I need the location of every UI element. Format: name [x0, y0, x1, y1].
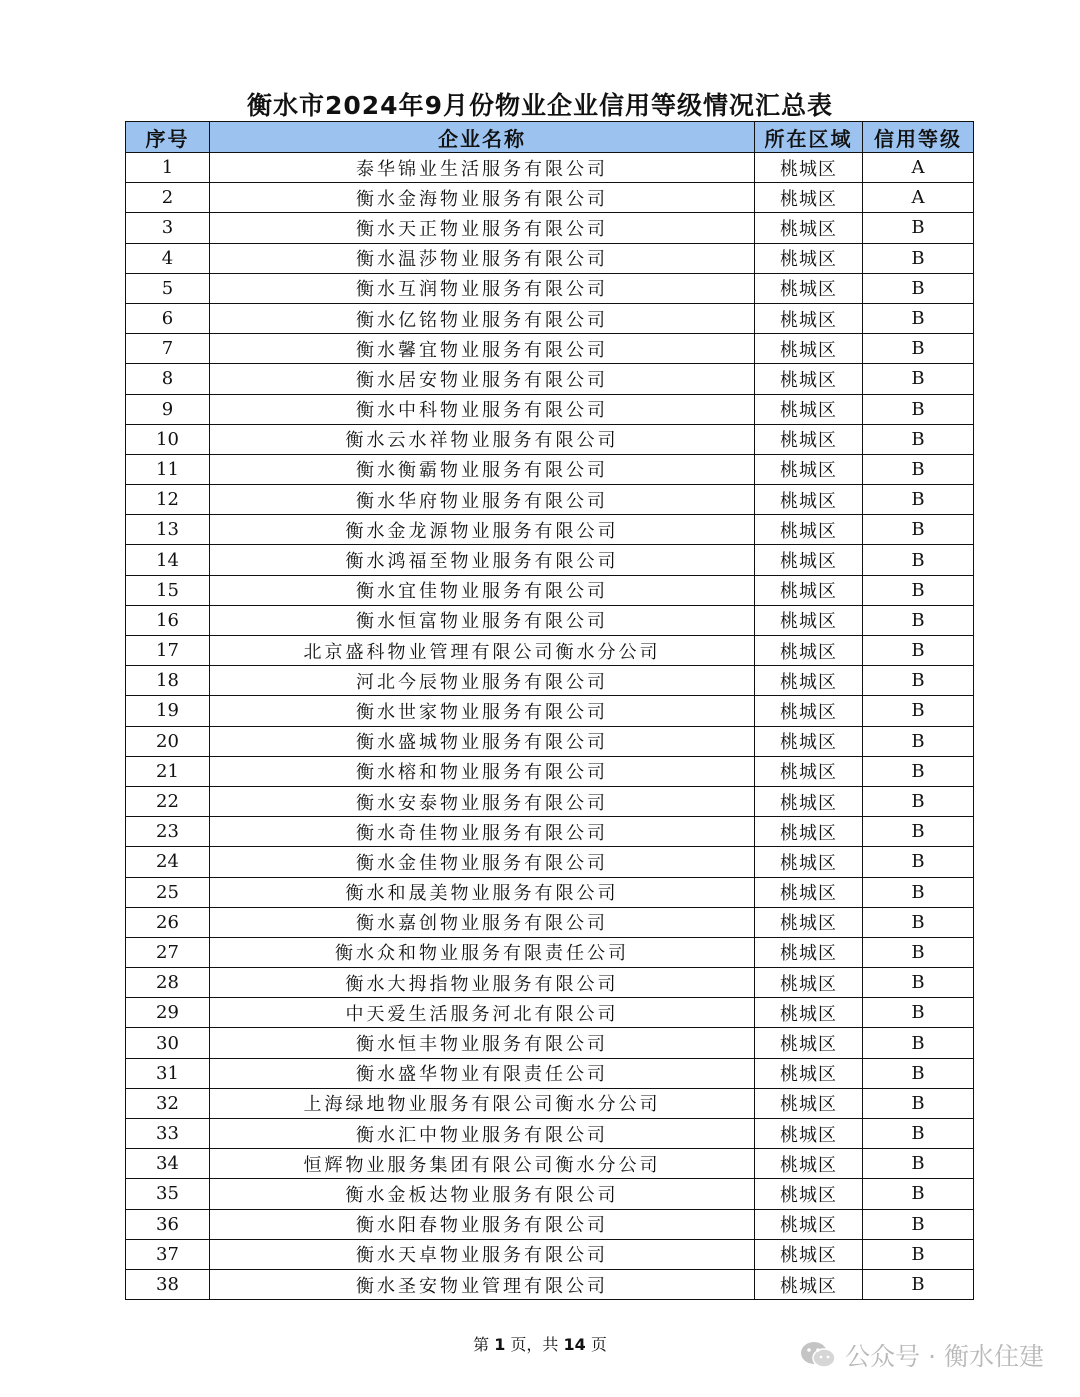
table-row — [126, 726, 974, 756]
table-body — [126, 153, 974, 1300]
cell-company-name: 衡水亿铭物业服务有限公司 — [210, 303, 755, 333]
cell-index: 20 — [126, 726, 210, 756]
cell-region: 桃城区 — [755, 303, 863, 333]
cell-index: 21 — [126, 756, 210, 786]
cell-index: 31 — [126, 1058, 210, 1088]
table-row — [126, 485, 974, 515]
cell-region: 桃城区 — [755, 907, 863, 937]
cell-credit-grade: B — [863, 334, 974, 364]
cell-company-name: 衡水恒富物业服务有限公司 — [210, 605, 755, 635]
table-row — [126, 937, 974, 967]
cell-company-name: 衡水云水祥物业服务有限公司 — [210, 424, 755, 454]
cell-index: 17 — [126, 636, 210, 666]
cell-index: 24 — [126, 847, 210, 877]
header-index: 序号 — [126, 122, 210, 153]
cell-region: 桃城区 — [755, 636, 863, 666]
table-row — [126, 1149, 974, 1179]
cell-credit-grade: B — [863, 243, 974, 273]
cell-region: 桃城区 — [755, 786, 863, 816]
cell-company-name: 衡水金海物业服务有限公司 — [210, 183, 755, 213]
page-total: 14 — [563, 1335, 586, 1354]
table-row — [126, 998, 974, 1028]
cell-company-name: 衡水阳春物业服务有限公司 — [210, 1209, 755, 1239]
cell-index: 15 — [126, 575, 210, 605]
table-row — [126, 183, 974, 213]
cell-company-name: 衡水圣安物业管理有限公司 — [210, 1269, 755, 1299]
cell-region: 桃城区 — [755, 817, 863, 847]
cell-region: 桃城区 — [755, 1209, 863, 1239]
table-row — [126, 1239, 974, 1269]
header-region: 所在区域 — [755, 122, 863, 153]
cell-index: 30 — [126, 1028, 210, 1058]
cell-index: 13 — [126, 515, 210, 545]
cell-credit-grade: B — [863, 515, 974, 545]
cell-company-name: 衡水大拇指物业服务有限公司 — [210, 968, 755, 998]
cell-index: 34 — [126, 1149, 210, 1179]
table-row — [126, 907, 974, 937]
cell-credit-grade: B — [863, 696, 974, 726]
cell-index: 16 — [126, 605, 210, 635]
cell-credit-grade: B — [863, 907, 974, 937]
cell-index: 33 — [126, 1119, 210, 1149]
cell-credit-grade: B — [863, 968, 974, 998]
cell-credit-grade: B — [863, 937, 974, 967]
cell-region: 桃城区 — [755, 454, 863, 484]
cell-index: 9 — [126, 394, 210, 424]
table-row — [126, 666, 974, 696]
cell-company-name: 衡水金板达物业服务有限公司 — [210, 1179, 755, 1209]
cell-region: 桃城区 — [755, 1269, 863, 1299]
cell-index: 5 — [126, 273, 210, 303]
table-row — [126, 817, 974, 847]
table-row — [126, 243, 974, 273]
cell-region: 桃城区 — [755, 394, 863, 424]
cell-credit-grade: B — [863, 1058, 974, 1088]
cell-region: 桃城区 — [755, 968, 863, 998]
cell-region: 桃城区 — [755, 756, 863, 786]
cell-company-name: 衡水恒丰物业服务有限公司 — [210, 1028, 755, 1058]
cell-credit-grade: B — [863, 273, 974, 303]
table-row — [126, 273, 974, 303]
watermark — [799, 1335, 1044, 1375]
table-row — [126, 1269, 974, 1299]
cell-region: 桃城区 — [755, 183, 863, 213]
table-row — [126, 636, 974, 666]
header-credit-grade: 信用等级 — [863, 122, 974, 153]
cell-company-name: 衡水衡霸物业服务有限公司 — [210, 454, 755, 484]
cell-index: 23 — [126, 817, 210, 847]
cell-index: 38 — [126, 1269, 210, 1299]
page-middle: 页，共 — [510, 1335, 559, 1354]
table-row — [126, 1028, 974, 1058]
page-suffix: 页 — [590, 1335, 607, 1354]
cell-credit-grade: B — [863, 364, 974, 394]
cell-region: 桃城区 — [755, 485, 863, 515]
cell-company-name: 衡水众和物业服务有限责任公司 — [210, 937, 755, 967]
cell-credit-grade: B — [863, 454, 974, 484]
cell-company-name: 恒辉物业服务集团有限公司衡水分公司 — [210, 1149, 755, 1179]
cell-credit-grade: B — [863, 726, 974, 756]
cell-index: 36 — [126, 1209, 210, 1239]
table-row — [126, 1058, 974, 1088]
table-row — [126, 575, 974, 605]
cell-region: 桃城区 — [755, 1028, 863, 1058]
table-row — [126, 364, 974, 394]
cell-credit-grade: B — [863, 545, 974, 575]
cell-region: 桃城区 — [755, 1239, 863, 1269]
cell-company-name: 衡水天正物业服务有限公司 — [210, 213, 755, 243]
table-row — [126, 213, 974, 243]
cell-company-name: 衡水鸿福至物业服务有限公司 — [210, 545, 755, 575]
cell-index: 2 — [126, 183, 210, 213]
cell-credit-grade: B — [863, 213, 974, 243]
cell-company-name: 中天爱生活服务河北有限公司 — [210, 998, 755, 1028]
cell-company-name: 衡水盛城物业服务有限公司 — [210, 726, 755, 756]
cell-region: 桃城区 — [755, 575, 863, 605]
cell-index: 19 — [126, 696, 210, 726]
cell-region: 桃城区 — [755, 545, 863, 575]
cell-company-name: 衡水榕和物业服务有限公司 — [210, 756, 755, 786]
cell-company-name: 衡水馨宜物业服务有限公司 — [210, 334, 755, 364]
cell-index: 32 — [126, 1088, 210, 1118]
cell-credit-grade: B — [863, 1239, 974, 1269]
table-row — [126, 1088, 974, 1118]
credit-grade-table — [125, 121, 974, 1300]
cell-company-name: 衡水华府物业服务有限公司 — [210, 485, 755, 515]
cell-region: 桃城区 — [755, 1149, 863, 1179]
table-row — [126, 545, 974, 575]
cell-index: 8 — [126, 364, 210, 394]
cell-credit-grade: B — [863, 1088, 974, 1118]
cell-index: 12 — [126, 485, 210, 515]
cell-credit-grade: B — [863, 817, 974, 847]
cell-region: 桃城区 — [755, 605, 863, 635]
cell-index: 6 — [126, 303, 210, 333]
cell-region: 桃城区 — [755, 1088, 863, 1118]
cell-company-name: 衡水世家物业服务有限公司 — [210, 696, 755, 726]
table-row — [126, 877, 974, 907]
cell-company-name: 北京盛科物业管理有限公司衡水分公司 — [210, 636, 755, 666]
cell-credit-grade: B — [863, 877, 974, 907]
cell-index: 25 — [126, 877, 210, 907]
cell-credit-grade: B — [863, 1269, 974, 1299]
cell-credit-grade: B — [863, 1119, 974, 1149]
table-row — [126, 334, 974, 364]
cell-credit-grade: B — [863, 636, 974, 666]
table-row — [126, 605, 974, 635]
cell-credit-grade: B — [863, 847, 974, 877]
cell-region: 桃城区 — [755, 334, 863, 364]
cell-index: 7 — [126, 334, 210, 364]
cell-company-name: 河北今辰物业服务有限公司 — [210, 666, 755, 696]
cell-company-name: 泰华锦业生活服务有限公司 — [210, 153, 755, 183]
table-row — [126, 968, 974, 998]
cell-region: 桃城区 — [755, 937, 863, 967]
cell-index: 18 — [126, 666, 210, 696]
cell-index: 35 — [126, 1179, 210, 1209]
cell-credit-grade: B — [863, 485, 974, 515]
cell-credit-grade: B — [863, 756, 974, 786]
header-company-name: 企业名称 — [210, 122, 755, 153]
cell-region: 桃城区 — [755, 1058, 863, 1088]
cell-company-name: 衡水天卓物业服务有限公司 — [210, 1239, 755, 1269]
table-row — [126, 515, 974, 545]
cell-company-name: 衡水中科物业服务有限公司 — [210, 394, 755, 424]
table-row — [126, 756, 974, 786]
document-title: 衡水市2024年9月份物业企业信用等级情况汇总表 — [247, 91, 833, 120]
cell-index: 22 — [126, 786, 210, 816]
cell-region: 桃城区 — [755, 515, 863, 545]
cell-company-name: 衡水金龙源物业服务有限公司 — [210, 515, 755, 545]
cell-company-name: 衡水盛华物业有限责任公司 — [210, 1058, 755, 1088]
cell-credit-grade: B — [863, 1149, 974, 1179]
cell-region: 桃城区 — [755, 424, 863, 454]
cell-credit-grade: B — [863, 394, 974, 424]
cell-region: 桃城区 — [755, 364, 863, 394]
cell-credit-grade: B — [863, 424, 974, 454]
cell-index: 3 — [126, 213, 210, 243]
cell-index: 29 — [126, 998, 210, 1028]
cell-company-name: 衡水汇中物业服务有限公司 — [210, 1119, 755, 1149]
cell-region: 桃城区 — [755, 726, 863, 756]
cell-credit-grade: A — [863, 183, 974, 213]
cell-credit-grade: B — [863, 666, 974, 696]
cell-company-name: 衡水温莎物业服务有限公司 — [210, 243, 755, 273]
table-row — [126, 696, 974, 726]
cell-company-name: 上海绿地物业服务有限公司衡水分公司 — [210, 1088, 755, 1118]
cell-company-name: 衡水和晟美物业服务有限公司 — [210, 877, 755, 907]
table-row — [126, 424, 974, 454]
cell-company-name: 衡水嘉创物业服务有限公司 — [210, 907, 755, 937]
cell-credit-grade: B — [863, 575, 974, 605]
table-row — [126, 454, 974, 484]
cell-region: 桃城区 — [755, 273, 863, 303]
cell-index: 1 — [126, 153, 210, 183]
cell-index: 37 — [126, 1239, 210, 1269]
table-row — [126, 394, 974, 424]
page-current: 1 — [494, 1335, 506, 1354]
cell-index: 27 — [126, 937, 210, 967]
cell-index: 28 — [126, 968, 210, 998]
cell-index: 26 — [126, 907, 210, 937]
cell-credit-grade: B — [863, 303, 974, 333]
cell-credit-grade: B — [863, 998, 974, 1028]
cell-region: 桃城区 — [755, 213, 863, 243]
cell-company-name: 衡水居安物业服务有限公司 — [210, 364, 755, 394]
table-row — [126, 847, 974, 877]
cell-index: 10 — [126, 424, 210, 454]
page-prefix: 第 — [473, 1335, 490, 1354]
table-row — [126, 1119, 974, 1149]
cell-region: 桃城区 — [755, 666, 863, 696]
watermark-text: 公众号 · 衡水住建 — [845, 1342, 1044, 1371]
table-header-row — [126, 122, 974, 153]
cell-region: 桃城区 — [755, 1179, 863, 1209]
cell-credit-grade: B — [863, 605, 974, 635]
cell-credit-grade: B — [863, 1179, 974, 1209]
cell-company-name: 衡水奇佳物业服务有限公司 — [210, 817, 755, 847]
wechat-official-account-icon — [799, 1340, 837, 1370]
cell-region: 桃城区 — [755, 877, 863, 907]
cell-company-name: 衡水安泰物业服务有限公司 — [210, 786, 755, 816]
cell-credit-grade: B — [863, 786, 974, 816]
cell-region: 桃城区 — [755, 998, 863, 1028]
cell-index: 11 — [126, 454, 210, 484]
table-row — [126, 303, 974, 333]
cell-region: 桃城区 — [755, 1119, 863, 1149]
cell-credit-grade: B — [863, 1209, 974, 1239]
table-row — [126, 1209, 974, 1239]
cell-credit-grade: B — [863, 1028, 974, 1058]
cell-index: 4 — [126, 243, 210, 273]
cell-region: 桃城区 — [755, 153, 863, 183]
cell-region: 桃城区 — [755, 847, 863, 877]
table-row — [126, 1179, 974, 1209]
table-row — [126, 153, 974, 183]
cell-region: 桃城区 — [755, 243, 863, 273]
cell-index: 14 — [126, 545, 210, 575]
table-row — [126, 786, 974, 816]
cell-company-name: 衡水互润物业服务有限公司 — [210, 273, 755, 303]
cell-credit-grade: A — [863, 153, 974, 183]
cell-company-name: 衡水宜佳物业服务有限公司 — [210, 575, 755, 605]
cell-region: 桃城区 — [755, 696, 863, 726]
cell-company-name: 衡水金佳物业服务有限公司 — [210, 847, 755, 877]
